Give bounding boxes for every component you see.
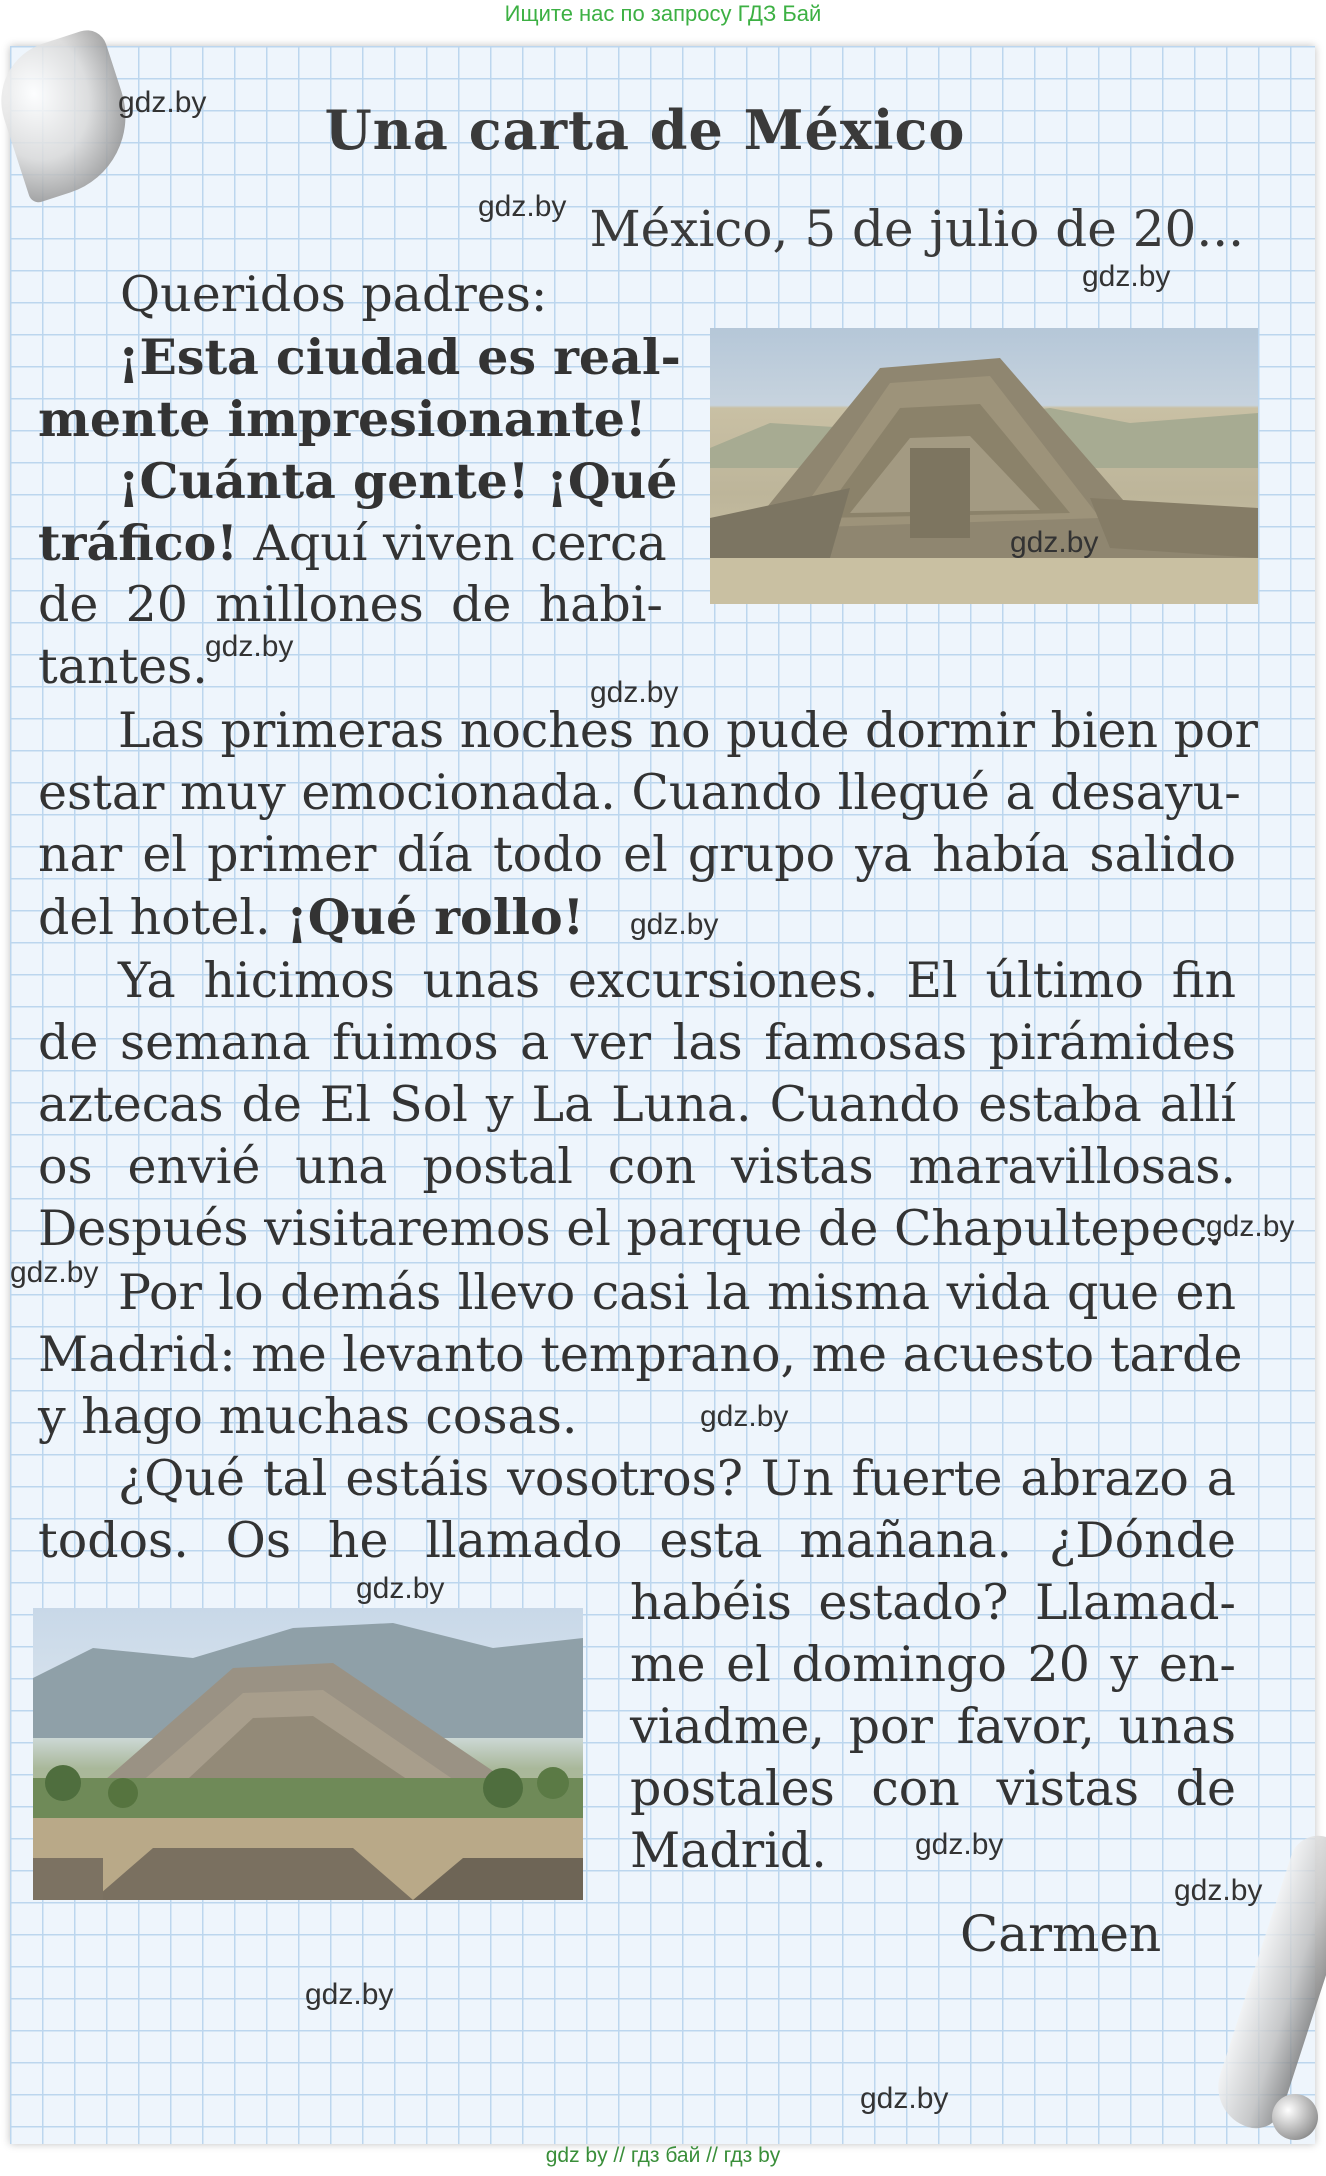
watermark: gdz.by	[305, 1978, 394, 2011]
pyramid-moon-photo	[710, 328, 1258, 604]
pyramid-sun-illustration	[33, 1608, 583, 1900]
watermark: gdz.by	[915, 1828, 1004, 1861]
text-line: Madrid.	[630, 1822, 827, 1879]
top-banner[interactable]: Ищите нас по запросу ГДЗ Бай	[504, 1, 822, 26]
watermark: gdz.by	[356, 1572, 445, 1605]
watermark: gdz.by	[118, 86, 207, 119]
watermark: gdz.by	[700, 1400, 789, 1433]
watermark: gdz.by	[860, 2082, 949, 2115]
watermark: gdz.by	[1082, 260, 1171, 293]
text-line: de semana fuimos a ver las famosas pirámides	[38, 1014, 1236, 1071]
text-line: ¡Esta ciudad es real-	[118, 328, 681, 386]
watermark: gdz.by	[10, 1256, 99, 1289]
text-line: tantes.	[38, 638, 208, 695]
text-line: y hago muchas cosas.	[38, 1388, 578, 1445]
text-line: nar el primer día todo el grupo ya había salido	[38, 826, 1236, 883]
watermark: gdz.by	[205, 630, 294, 663]
paragraph-5-full	[38, 1448, 1236, 1572]
paragraph-1	[38, 326, 681, 698]
text-line: me el domingo 20 y en-	[630, 1636, 1236, 1693]
text-line: postales con vistas de	[630, 1760, 1236, 1817]
text-line: aztecas de El Sol y La Luna. Cuando estaba allí	[38, 1076, 1236, 1133]
text-line: viadme, por favor, unas	[630, 1698, 1236, 1755]
text-line: mente impresionante!	[38, 390, 647, 448]
text-line: Por lo demás llevo casi la misma vida que en	[118, 1264, 1236, 1321]
watermark: gdz.by	[1206, 1210, 1295, 1243]
signature: Carmen	[960, 1905, 1162, 1963]
greeting: Queridos padres:	[120, 266, 548, 323]
bold-phrase: ¡Qué rollo!	[286, 888, 585, 946]
watermark: gdz.by	[630, 908, 719, 941]
text-line: tráfico! Aquí viven cerca	[38, 514, 667, 572]
watermark: gdz.by	[1010, 526, 1099, 559]
bold-word: tráfico!	[38, 514, 238, 572]
text-line: os envié una postal con vistas maravillosas.	[38, 1138, 1236, 1195]
pyramid-moon-illustration	[710, 328, 1258, 604]
text-line: todos. Os he llamado esta mañana. ¿Dónde	[38, 1512, 1236, 1569]
text-line: de 20 millones de habi-	[38, 576, 663, 633]
watermark: gdz.by	[1174, 1874, 1263, 1907]
letter-dateline: México, 5 de julio de 20...	[589, 200, 1244, 258]
text-line: estar muy emocionada. Cuando llegué a desayu-	[38, 764, 1241, 821]
watermark: gdz.by	[590, 676, 679, 709]
paragraph-3	[38, 950, 1236, 1260]
watermark: gdz.by	[478, 190, 567, 223]
text-line: Ya hicimos unas excursiones. El último fin	[118, 952, 1236, 1009]
pyramid-sun-photo	[33, 1608, 583, 1900]
paragraph-4	[38, 1262, 1243, 1448]
bottom-banner[interactable]: gdz by // гдз бай // гдз by	[545, 2144, 781, 2167]
text-line: Las primeras noches no pude dormir bien por	[118, 702, 1258, 759]
text-line: ¿Qué tal estáis vosotros? Un fuerte abrazo a	[118, 1450, 1236, 1507]
page-curl-tip	[1272, 2094, 1318, 2140]
text-line: Después visitaremos el parque de Chapultepec.	[38, 1200, 1223, 1257]
text-line: del hotel. ¡Qué rollo!	[38, 888, 585, 946]
text-line: habéis estado? Llamad-	[630, 1574, 1236, 1631]
text-line: ¡Cuánta gente! ¡Qué	[118, 452, 678, 510]
text-line: Madrid: me levanto temprano, me acuesto tarde	[38, 1326, 1243, 1383]
letter-title: Una carta de México	[324, 98, 966, 162]
